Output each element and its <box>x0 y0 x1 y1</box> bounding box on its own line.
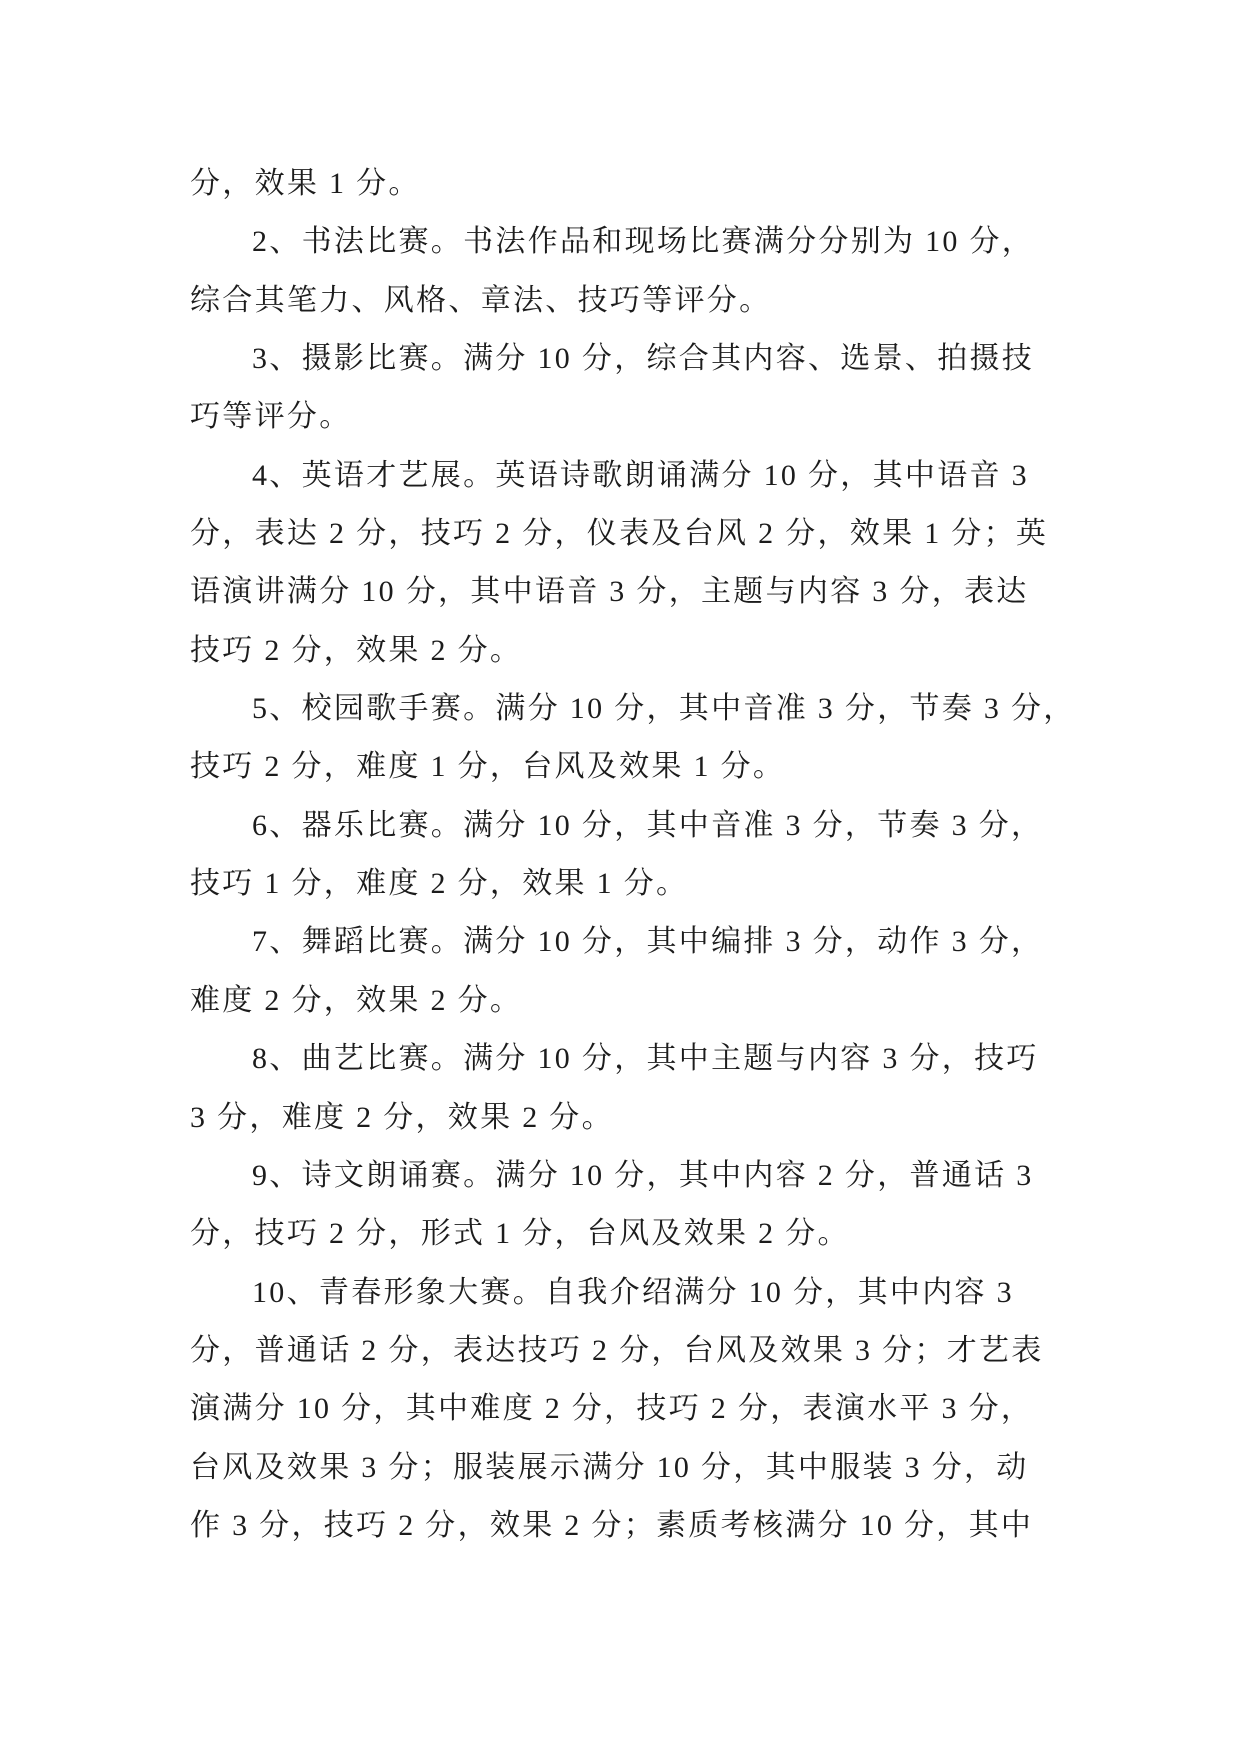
paragraph-line: 8、曲艺比赛。满分 10 分，其中主题与内容 3 分，技巧 <box>252 1042 1039 1076</box>
paragraph-line: 台风及效果 3 分；服装展示满分 10 分，其中服装 3 分，动 <box>190 1450 1029 1484</box>
paragraph-line: 3 分，难度 2 分，效果 2 分。 <box>190 1100 614 1134</box>
paragraph-line: 7、舞蹈比赛。满分 10 分，其中编排 3 分，动作 3 分， <box>252 925 1044 959</box>
paragraph-calligraphy <box>190 213 1090 330</box>
paragraph-continuation <box>190 155 1090 213</box>
paragraph-line: 技巧 2 分，效果 2 分。 <box>190 633 523 667</box>
paragraph-instrumental <box>190 797 1090 914</box>
paragraph-line: 作 3 分，技巧 2 分，效果 2 分；素质考核满分 10 分，其中 <box>190 1508 1034 1542</box>
document-body <box>190 155 1090 1555</box>
paragraph-line: 难度 2 分，效果 2 分。 <box>190 983 523 1017</box>
paragraph-line: 技巧 1 分，难度 2 分，效果 1 分。 <box>190 867 689 901</box>
paragraph-line: 分，普通话 2 分，表达技巧 2 分，台风及效果 3 分；才艺表 <box>190 1333 1044 1367</box>
paragraph-folk-art <box>190 1030 1090 1147</box>
paragraph-line: 4、英语才艺展。英语诗歌朗诵满分 10 分，其中语音 3 <box>252 458 1029 492</box>
paragraph-line: 5、校园歌手赛。满分 10 分，其中音准 3 分，节奏 3 分， <box>252 692 1076 726</box>
paragraph-line: 6、器乐比赛。满分 10 分，其中音准 3 分，节奏 3 分， <box>252 808 1044 842</box>
paragraph-line: 综合其笔力、风格、章法、技巧等评分。 <box>190 283 772 317</box>
paragraph-line: 分，表达 2 分，技巧 2 分，仪表及台风 2 分，效果 1 分；英 <box>190 517 1049 551</box>
paragraph-campus-singer <box>190 680 1090 797</box>
paragraph-photography <box>190 330 1090 447</box>
paragraph-line: 巧等评分。 <box>190 400 352 434</box>
paragraph-english-talent <box>190 447 1090 680</box>
paragraph-line: 9、诗文朗诵赛。满分 10 分，其中内容 2 分，普通话 3 <box>252 1158 1034 1192</box>
paragraph-line: 10、青春形象大赛。自我介绍满分 10 分，其中内容 3 <box>252 1275 1014 1309</box>
paragraph-line: 2、书法比赛。书法作品和现场比赛满分分别为 10 分， <box>252 225 1035 259</box>
paragraph-dance <box>190 913 1090 1030</box>
paragraph-line: 演满分 10 分，其中难度 2 分，技巧 2 分，表演水平 3 分， <box>190 1392 1034 1426</box>
paragraph-line: 语演讲满分 10 分，其中语音 3 分，主题与内容 3 分，表达 <box>190 575 1029 609</box>
paragraph-recitation <box>190 1147 1090 1264</box>
paragraph-youth-image <box>190 1264 1090 1556</box>
paragraph-line: 分，效果 1 分。 <box>190 167 421 200</box>
paragraph-line: 分，技巧 2 分，形式 1 分，台风及效果 2 分。 <box>190 1217 850 1251</box>
paragraph-line: 技巧 2 分，难度 1 分，台风及效果 1 分。 <box>190 750 786 784</box>
paragraph-line: 3、摄影比赛。满分 10 分，综合其内容、选景、拍摄技 <box>252 342 1035 376</box>
